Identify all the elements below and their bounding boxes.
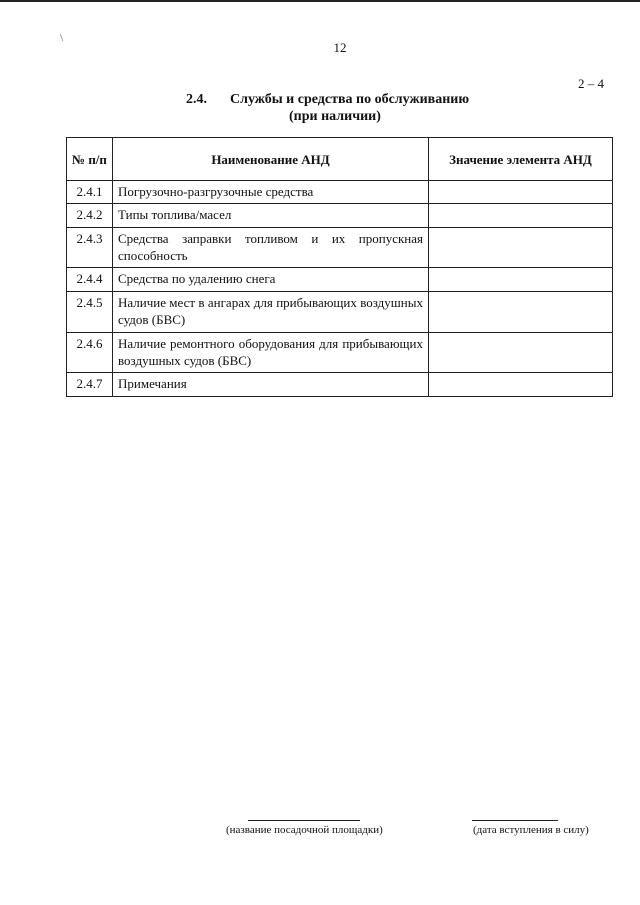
row-number: 2.4.1: [67, 181, 113, 204]
row-value[interactable]: [429, 292, 613, 333]
row-number: 2.4.6: [67, 333, 113, 373]
services-table: [66, 137, 613, 397]
row-name: Примечания: [113, 373, 429, 397]
row-name: Погрузочно-разгрузочные средства: [113, 181, 429, 204]
scan-mark: \: [60, 32, 64, 44]
section-title-line1: Службы и средства по обслуживанию: [230, 92, 470, 107]
signature-line-effective-date: [472, 820, 558, 821]
row-name: Средства заправки топливом и их пропускная способность: [113, 228, 429, 268]
header-name: Наименование АНД: [113, 138, 429, 181]
page-code: 2 – 4: [578, 76, 604, 91]
row-value[interactable]: [429, 204, 613, 228]
row-number: 2.4.7: [67, 373, 113, 397]
table-row: [67, 181, 613, 204]
table-row: [67, 228, 613, 268]
row-number: 2.4.3: [67, 228, 113, 268]
page-number: 12: [333, 40, 347, 55]
row-value[interactable]: [429, 333, 613, 373]
table-row: [67, 292, 613, 333]
scan-top-edge: [0, 0, 640, 2]
row-number: 2.4.4: [67, 268, 113, 292]
table-header-row: [67, 138, 613, 181]
effective-date-caption: (дата вступления в силу): [473, 824, 589, 836]
row-name: Наличие ремонтного оборудования для прибывающих воздушных судов (БВС): [113, 333, 429, 373]
table-row: [67, 204, 613, 228]
row-name: Типы топлива/масел: [113, 204, 429, 228]
row-value[interactable]: [429, 268, 613, 292]
row-number: 2.4.2: [67, 204, 113, 228]
row-name: Средства по удалению снега: [113, 268, 429, 292]
row-value[interactable]: [429, 228, 613, 268]
table-row: [67, 268, 613, 292]
row-value[interactable]: [429, 181, 613, 204]
table-row: [67, 373, 613, 397]
site-name-caption: (название посадочной площадки): [226, 824, 383, 836]
signature-line-site-name: [248, 820, 360, 821]
section-title-line2: (при наличии): [289, 109, 381, 124]
row-value[interactable]: [429, 373, 613, 397]
row-number: 2.4.5: [67, 292, 113, 333]
header-num: № п/п: [67, 138, 113, 181]
row-name: Наличие мест в ангарах для прибывающих воздушных судов (БВС): [113, 292, 429, 333]
header-value: Значение элемента АНД: [429, 138, 613, 181]
section-number: 2.4.: [186, 92, 207, 107]
table-row: [67, 333, 613, 373]
